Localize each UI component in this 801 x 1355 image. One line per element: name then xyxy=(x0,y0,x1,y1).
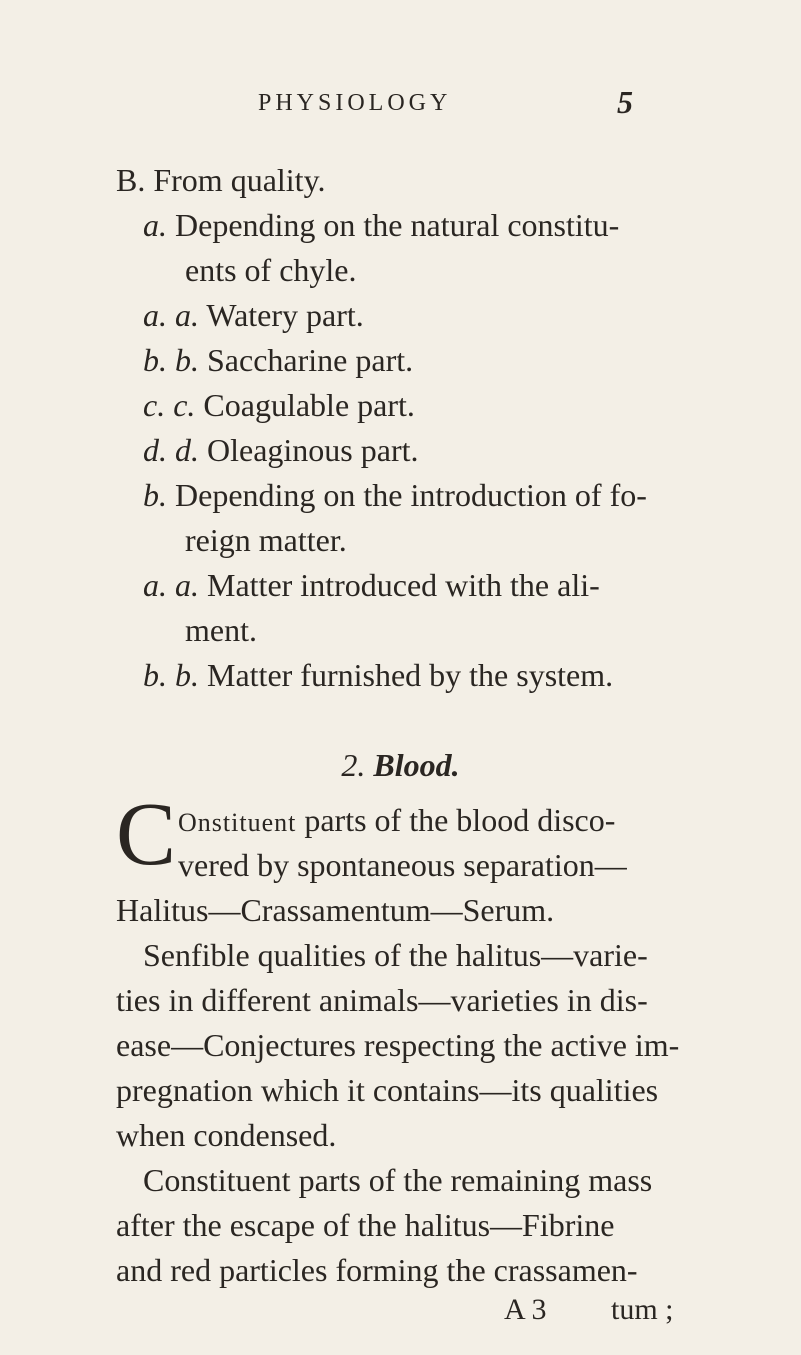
paragraph-line: after the escape of the halitus—Fibrine xyxy=(116,1207,615,1243)
paragraph-line xyxy=(178,800,615,843)
page-number: 5 xyxy=(617,84,633,120)
paragraph-line: pregnation which it contains—its qualities xyxy=(116,1072,659,1108)
outline-text: Matter introduced with the ali- xyxy=(207,567,600,603)
paragraph-line: ease—Conjectures respecting the active im- xyxy=(116,1027,680,1063)
outline-text: Saccharine part. xyxy=(207,342,414,378)
outline-label: d. d. xyxy=(143,432,199,468)
outline-label: a. xyxy=(143,207,167,243)
outline-text: Coagulable part. xyxy=(203,387,415,423)
paragraph-line: vered by spontaneous separation— xyxy=(178,847,627,883)
outline-text: Oleaginous part. xyxy=(207,432,419,468)
outline-b-sub-item-continued: ment. xyxy=(185,612,257,648)
paragraph-line: Senfible qualities of the halitus—varie- xyxy=(143,937,648,973)
outline-b-sub-item xyxy=(143,655,613,695)
outline-b-item-continued: reign matter. xyxy=(185,522,347,558)
outline-a-sub-item xyxy=(143,385,415,425)
paragraph-line: and red particles forming the crassamen- xyxy=(116,1252,638,1288)
outline-label: b. b. xyxy=(143,657,199,693)
smallcaps-word: Onstituent xyxy=(178,808,297,837)
outline-text: Depending on the introduction of fo- xyxy=(175,477,647,513)
outline-label: b. xyxy=(143,477,167,513)
outline-b-item xyxy=(143,475,647,515)
outline-text: Matter furnished by the system. xyxy=(207,657,614,693)
paragraph-line: Constituent parts of the remaining mass xyxy=(143,1162,653,1198)
outline-label: B. xyxy=(116,162,146,198)
outline-b-sub-item xyxy=(143,565,600,605)
outline-text: Watery part. xyxy=(206,297,364,333)
outline-a-item-continued: ents of chyle. xyxy=(185,252,357,288)
section-title: Blood. xyxy=(373,747,460,783)
outline-text: From quality. xyxy=(153,162,326,198)
outline-a-sub-item xyxy=(143,430,419,470)
section-number: 2. xyxy=(341,747,366,783)
outline-a-sub-item xyxy=(143,340,413,380)
dropcap-letter: C xyxy=(116,785,177,884)
outline-label: a. a. xyxy=(143,567,199,603)
outline-label: a. a. xyxy=(143,297,199,333)
outline-a-sub-item xyxy=(143,295,364,335)
outline-a-item xyxy=(143,205,619,245)
running-title: PHYSIOLOGY xyxy=(258,90,452,116)
outline-b-heading xyxy=(116,160,325,200)
section-heading xyxy=(0,745,801,785)
page-header xyxy=(0,86,801,126)
line-text: parts of the blood disco- xyxy=(304,802,616,838)
outline-label: c. c. xyxy=(143,387,196,423)
catchword: tum ; xyxy=(611,1293,674,1326)
signature-mark: A 3 xyxy=(504,1293,547,1326)
outline-label: b. b. xyxy=(143,342,199,378)
paragraph-line: when condensed. xyxy=(116,1117,337,1153)
outline-text: Depending on the natural constitu- xyxy=(175,207,620,243)
paragraph-line: Halitus—Crassamentum—Serum. xyxy=(116,892,555,928)
paragraph-line: ties in different animals—varieties in dis- xyxy=(116,982,648,1018)
